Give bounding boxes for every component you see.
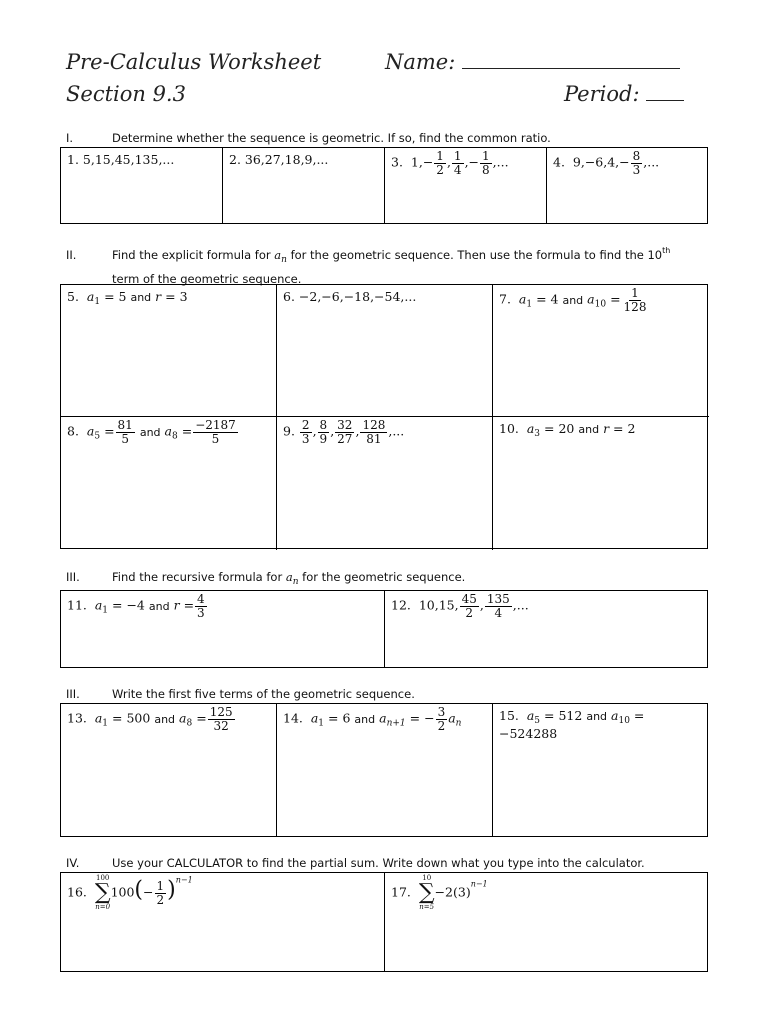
problem-1: 1. 5,15,45,135,... [61, 148, 223, 223]
name-label: Name: [385, 50, 456, 74]
section-label: Section 9.3 [66, 82, 186, 106]
section-1-heading: I. Determine whether the sequence is geometric. If so, find the common ratio. [66, 131, 551, 145]
section-4-heading: III. Write the first five terms of the geometric sequence. [66, 687, 415, 701]
period-blank[interactable] [646, 100, 684, 101]
problem-4: 4. 9,−6,4,− $\frac{8}{3}$ ,... [553, 149, 660, 177]
problem-17: 17. 10 ∑ n=5 $-2(3)^{n-1}$ [391, 874, 488, 911]
worksheet-title: Pre-Calculus Worksheet [66, 50, 322, 74]
problem-8: 8. $a_5$ = $\frac{81}{5}$ and $a_8$ = $\frac{-2187}{5}$ [61, 417, 277, 550]
section-3-heading: III. Find the recursive formula for $a_n$ for the geometric sequence. [66, 570, 466, 587]
problem-12: 12. 10,15, $\frac{45}{2}$ , $\frac{135}{4}$ ,... [391, 592, 529, 620]
sigma-icon: 10 ∑ n=5 [418, 874, 435, 911]
problem-13: 13. $a_1 = 500$ and $a_8$ = $\frac{125}{32}$ [61, 704, 277, 836]
section-5-grid [60, 872, 708, 972]
problem-7: 7. $a_1 = 4$ and $a_{10}$ = $\frac{1}{128}$ [493, 285, 709, 417]
section-2-heading: II. Find the explicit formula for $a_n$ for the geometric sequence. Then use the formula to find the 10th term of the geometric sequence. [66, 246, 671, 286]
period-label: Period: [564, 82, 640, 106]
problem-16: 16. 100 ∑ n=0 100(− $\frac{1}{2}$ )$^{n-1}$ [61, 873, 385, 971]
section-4-grid [60, 703, 708, 837]
problem-3: 3. 1,− $\frac{1}{2}$ , $\frac{1}{4}$ ,− $\frac{1}{8}$ ,... [385, 148, 547, 223]
problem-15: 15. $a_5 = 512$ and $a_{10} = -524288$ [499, 708, 645, 741]
section-5-heading: IV. Use your CALCULATOR to find the partial sum. Write down what you type into the calculator. [66, 856, 645, 870]
name-blank[interactable] [462, 68, 680, 69]
problem-11: 11. $a_1 = -4$ and r = $\frac{4}{3}$ [61, 591, 385, 667]
section-1-grid [60, 147, 708, 224]
section-3-grid [60, 590, 708, 668]
problem-6: 6. −2,−6,−18,−54,... [277, 285, 493, 417]
sigma-icon: 100 ∑ n=0 [94, 874, 111, 911]
problem-5: 5. $a_1 = 5$ and r = 3 [61, 285, 277, 417]
section-2-grid [60, 284, 708, 549]
problem-9: 9. $\frac{2}{3}$ , $\frac{8}{9}$ , $\frac{32}{27}$ , $\frac{128}{81}$ ,... [277, 417, 493, 550]
period-field[interactable] [564, 82, 684, 106]
name-field[interactable] [385, 50, 680, 74]
problem-10: 10. $a_3 = 20$ and r = 2 [499, 421, 636, 439]
problem-2: 2. 36,27,18,9,... [223, 148, 385, 223]
problem-14: 14. $a_1 = 6$ and $a_{n+1}$ = − $\frac{3}{2}$ $a_n$ [277, 704, 493, 836]
